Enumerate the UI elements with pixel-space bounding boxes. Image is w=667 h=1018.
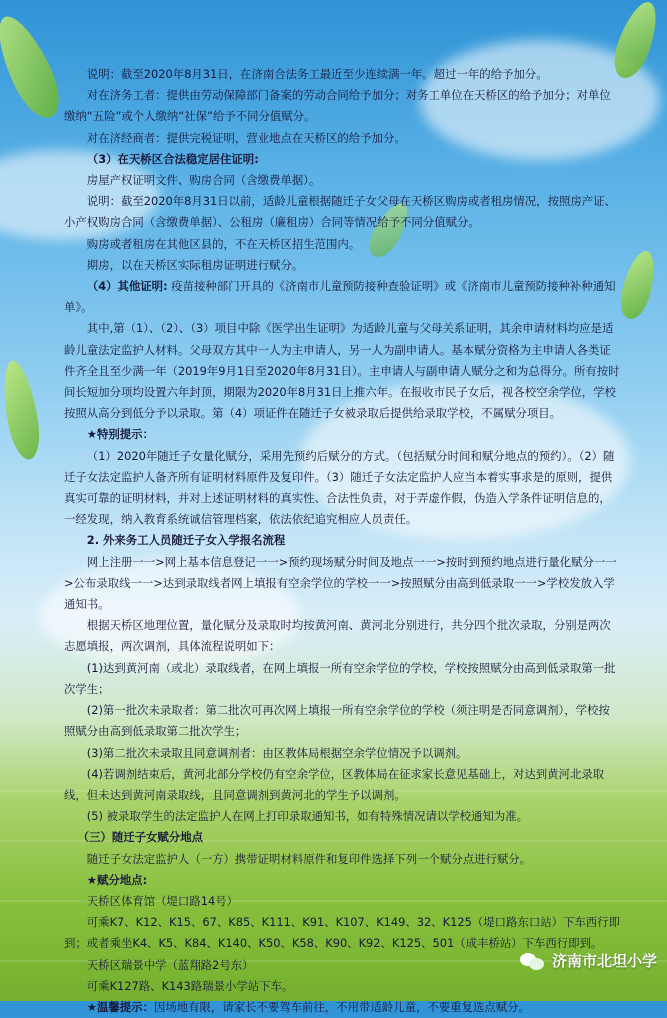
document-body (64, 64, 620, 1018)
paragraph: （4）其他证明: 疫苗接种部门开具的《济南市儿童预防接种查验证明》或《济南市儿童预防接种补种通知单》。 (64, 279, 616, 315)
paragraph: (1)达到黄河南（或北）录取线者，在网上填报一所有空余学位的学校，学校按照赋分由高到低录取第一批次学生； (64, 660, 616, 696)
paragraph: (5) 被录取学生的法定监护人在网上打印录取通知书，如有特殊情况请以学校通知为准。 (86, 809, 529, 824)
paragraph: 可乘K7、K12、K15、67、K85、K111、K91、K107、K149、32、K125（堤口路东口站）下车西行即到；或者乘坐K4、K5、K84、K140、K50、K58、K90、K92、K125、501（成丰桥站）下车西行即到。 (64, 915, 620, 951)
paragraph: 可乘K127路、K143路瑞景小学站下车。 (86, 978, 294, 993)
paragraph: 购房或者租房在其他区县的，不在天桥区招生范围内。 (86, 236, 361, 251)
paragraph: 对在济经商者：提供完税证明，营业地点在天桥区的给予加分。 (86, 130, 406, 145)
paragraph: 天桥区体育馆（堤口路14号） (86, 893, 238, 908)
wechat-icon (520, 951, 546, 971)
account-watermark (520, 950, 657, 971)
paragraph: ★温馨提示：因场地有限，请家长不要驾车前往，不用带适龄儿童，不要重复选点赋分。 (86, 999, 530, 1014)
paragraph: 天桥区瑞景中学（蓝翔路2号东） (86, 957, 254, 972)
paragraph: (3)第二批次未录取且同意调剂者：由区教体局根据空余学位情况予以调剂。 (86, 745, 468, 760)
leaf-decoration (0, 9, 69, 126)
account-name: 济南市北坦小学 (551, 952, 657, 970)
paragraph: 根据天桥区地理位置，量化赋分及录取时均按黄河南、黄河北分别进行，共分四个批次录取，分别是两次志愿填报，两次调剂，具体流程说明如下： (64, 618, 611, 654)
paragraph: (4)若调剂结束后，黄河北部分学校仍有空余学位，区教体局在征求家长意见基础上，对达到黄河北录取线，但未达到黄河南录取线，且同意调剂到黄河北的学生予以调剂。 (64, 766, 605, 802)
leaf-decoration (0, 358, 44, 462)
paragraph: 2. 外来务工人员随迁子女入学报名流程 (86, 533, 286, 548)
paragraph: 房屋产权证明文件、购房合同（含缴费单据）。 (86, 173, 321, 188)
paragraph: （1）2020年随迁子女量化赋分，采用先预约后赋分的方式。（包括赋分时间和赋分地点的预约）。（2）随迁子女法定监护人备齐所有证明材料原件及复印件。（3）随迁子女法定监护人应当本着实事求是的原则，提供真实可靠的证明材料，并对上述证明材料的真实性、合法性负责，对于弄虚作假，伪造入学条件证明信息的，一经发现，纳入教育系统诚信管理档案，依法依纪追究相应人员责任。 (64, 448, 615, 527)
paragraph: 其中,第（1）、（2）、（3）项目中除《医学出生证明》为适龄儿童与父母关系证明，其余申请材料均应是适龄儿童法定监护人材料。父母双方其中一人为主申请人，另一人为副申请人。基本赋分资格为主申请人各类证件齐全且至少满一年（2019年9月1日至2020年8月31日）。主申请人与副申请人赋分之和为总得分。所有按时间长短加分项均设置六年封顶，期限为2020年8月31日上推六年。在报收市民子女后，视各校空余学位，学校按照从高分到低分予以录取。第（4）项证件在随迁子女被录取后提供给录取学校，不属赋分项目。 (64, 321, 620, 421)
paragraph: （三）随迁子女赋分地点 (77, 830, 203, 845)
paragraph: （3）在天桥区合法稳定居住证明: (86, 151, 259, 166)
paragraph: ★赋分地点: (86, 872, 148, 887)
paragraph: 对在济务工者：提供由劳动保障部门备案的劳动合同给予加分；对务工单位在天桥区的给予加分；对单位缴纳“五险”或个人缴纳“社保”给予不同分值赋分。 (64, 88, 611, 124)
paragraph: 说明：截至2020年8月31日，在济南合法务工最近至少连续满一年。超过一年的给予加分。 (86, 67, 548, 81)
leaf-decoration (615, 248, 660, 323)
paragraph: 说明：截至2020年8月31日以前，适龄儿童根据随迁子女父母在天桥区购房或者租房情况，按照房产证、小产权购房合同（含缴费单据）、公租房（廉租房）合同等情况给予不同分值赋分。 (64, 194, 616, 230)
paragraph: 期房，以在天桥区实际租房证明进行赋分。 (86, 257, 304, 272)
paragraph: 网上注册一一>网上基本信息登记一一>预约现场赋分时间及地点一一>按时到预约地点进行量化赋分一一>公布录取线一一>达到录取线者网上填报有空余学位的学校一一>按照赋分由高到低录取一一>学校发放入学通知书。 (64, 554, 617, 612)
paragraph: ★特别提示： (86, 427, 154, 442)
paragraph: (2)第一批次未录取者：第二批次可再次网上填报一所有空余学位的学校（须注明是否同意调剂），学校按照赋分由高到低录取第二批次学生； (64, 703, 610, 739)
paragraph: 随迁子女法定监护人（一方）携带证明材料原件和复印件选择下列一个赋分点进行赋分。 (86, 851, 532, 866)
